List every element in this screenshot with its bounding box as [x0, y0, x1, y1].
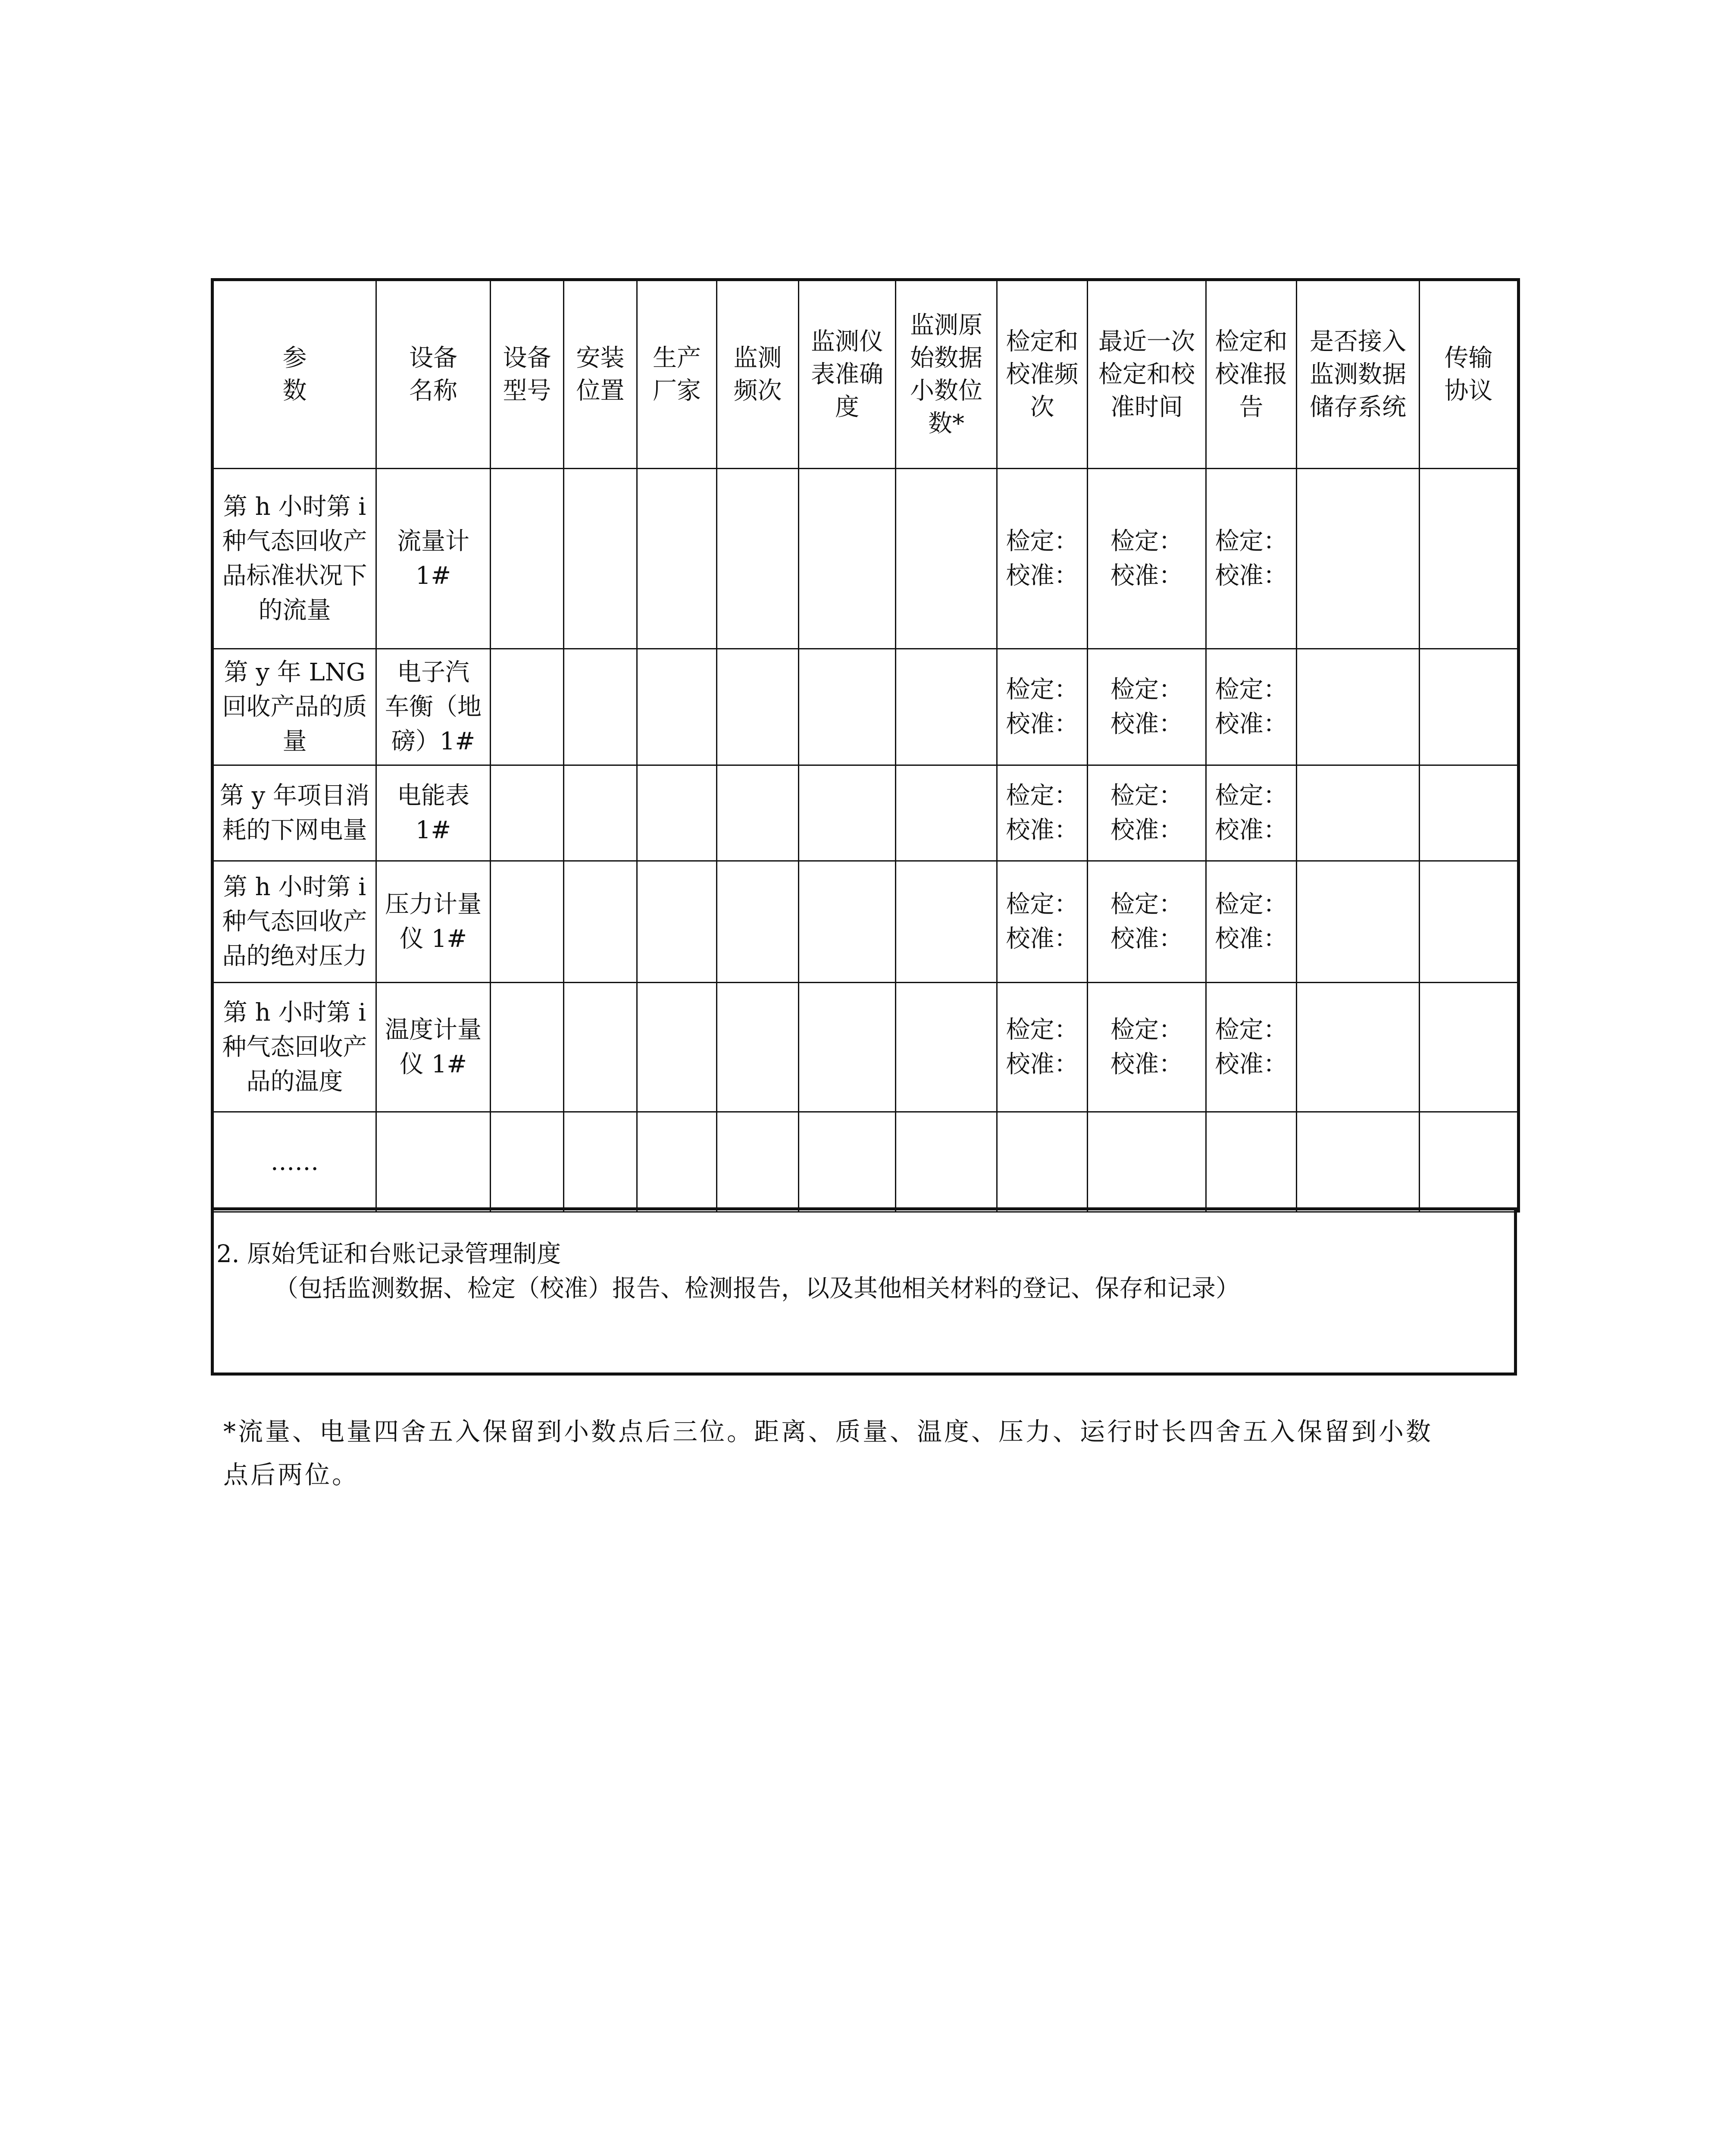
section-description: （包括监测数据、检定（校准）报告、检测报告，以及其他相关材料的登记、保存和记录） [274, 1275, 1240, 1303]
verification-label: 检定： [1006, 527, 1079, 555]
verification-label: 检定： [1006, 890, 1079, 918]
calibration-cell [1206, 861, 1297, 983]
calibration-cell [997, 469, 1088, 649]
empty-cell [896, 649, 997, 765]
empty-cell [799, 765, 896, 861]
empty-cell [717, 765, 799, 861]
empty-cell [896, 861, 997, 983]
header-row [213, 280, 1519, 469]
header-cell: 最近一次 检定和校 准时间 [1088, 280, 1206, 469]
parameter-cell: 第 h 小时第 i 种气态回收产 品的温度 [213, 983, 376, 1112]
empty-cell [491, 983, 564, 1112]
verification-label: 检定： [1006, 675, 1079, 704]
header-cell: 监测仪 表准确 度 [799, 280, 896, 469]
calibration-cell [1088, 765, 1206, 861]
verification-label: 检定： [1110, 1015, 1183, 1044]
header-cell: 参 数 [213, 280, 376, 469]
calibration-label: 校准： [1006, 924, 1079, 953]
empty-cell [564, 765, 637, 861]
calibration-label: 校准： [1006, 816, 1079, 844]
header-cell: 检定和 校准频 次 [997, 280, 1088, 469]
calibration-cell [1088, 649, 1206, 765]
ellipsis-cell: …… [213, 1112, 376, 1212]
device-name-cell: 温度计量 仪 1# [376, 983, 491, 1112]
verification-label: 检定： [1110, 675, 1183, 704]
empty-cell [717, 1112, 799, 1212]
empty-cell [1297, 983, 1420, 1112]
header-cell: 生产 厂家 [637, 280, 717, 469]
verification-label: 检定： [1110, 527, 1183, 555]
empty-cell [717, 649, 799, 765]
calibration-label: 校准： [1006, 1050, 1079, 1078]
verification-label: 检定： [1110, 890, 1183, 918]
empty-cell [564, 649, 637, 765]
calibration-cell [1206, 469, 1297, 649]
empty-cell [1297, 765, 1420, 861]
empty-cell [896, 469, 997, 649]
calibration-label: 校准： [1110, 924, 1183, 953]
calibration-label: 校准： [1215, 816, 1288, 844]
header-cell: 监测原 始数据 小数位 数* [896, 280, 997, 469]
verification-label: 检定： [1215, 890, 1288, 918]
empty-cell [799, 983, 896, 1112]
calibration-cell [997, 765, 1088, 861]
empty-cell [717, 861, 799, 983]
empty-cell [491, 1112, 564, 1212]
verification-label: 检定： [1215, 675, 1288, 704]
calibration-label: 校准： [1110, 816, 1183, 844]
calibration-cell [1206, 649, 1297, 765]
empty-cell [637, 1112, 717, 1212]
calibration-cell [1088, 469, 1206, 649]
table-row [213, 469, 1519, 649]
empty-cell [1206, 1112, 1297, 1212]
calibration-cell [997, 983, 1088, 1112]
header-cell: 设备 名称 [376, 280, 491, 469]
header-cell: 安装 位置 [564, 280, 637, 469]
empty-cell [1420, 861, 1519, 983]
table-row [213, 983, 1519, 1112]
calibration-label: 校准： [1215, 924, 1288, 953]
empty-cell [1297, 469, 1420, 649]
empty-cell [637, 469, 717, 649]
calibration-label: 校准： [1110, 561, 1183, 590]
empty-cell [1420, 765, 1519, 861]
verification-label: 检定： [1110, 781, 1183, 810]
empty-cell [799, 469, 896, 649]
header-cell: 传输 协议 [1420, 280, 1519, 469]
empty-cell [799, 861, 896, 983]
empty-cell [1088, 1112, 1206, 1212]
calibration-label: 校准： [1215, 561, 1288, 590]
empty-cell [564, 983, 637, 1112]
calibration-cell [1206, 765, 1297, 861]
empty-cell [1420, 1112, 1519, 1212]
footnote: *流量、电量四舍五入保留到小数点后三位。距离、质量、温度、压力、运行时长四舍五入保留到小数 点后两位。 [223, 1417, 1433, 1489]
empty-cell [896, 765, 997, 861]
device-name-cell: 流量计 1# [376, 469, 491, 649]
record-management-section [211, 1207, 1517, 1376]
verification-label: 检定： [1215, 1015, 1288, 1044]
table-row [213, 765, 1519, 861]
header-cell: 是否接入 监测数据 储存系统 [1297, 280, 1420, 469]
table-row [213, 861, 1519, 983]
empty-cell [1420, 649, 1519, 765]
calibration-cell [1206, 983, 1297, 1112]
empty-cell [637, 861, 717, 983]
section-title: 2. 原始凭证和台账记录管理制度 [216, 1240, 561, 1268]
empty-cell [637, 983, 717, 1112]
calibration-cell [1088, 861, 1206, 983]
calibration-label: 校准： [1110, 710, 1183, 738]
empty-cell [799, 1112, 896, 1212]
verification-label: 检定： [1006, 1015, 1079, 1044]
header-cell: 设备 型号 [491, 280, 564, 469]
calibration-label: 校准： [1006, 561, 1079, 590]
calibration-cell [997, 649, 1088, 765]
empty-cell [1297, 861, 1420, 983]
parameter-cell: 第 h 小时第 i 种气态回收产 品标准状况下 的流量 [213, 469, 376, 649]
device-name-cell: 电能表 1# [376, 765, 491, 861]
empty-cell [717, 469, 799, 649]
empty-cell [1420, 983, 1519, 1112]
device-name-cell: 电子汽 车衡（地 磅）1# [376, 649, 491, 765]
empty-cell [1420, 469, 1519, 649]
parameter-cell: 第 h 小时第 i 种气态回收产 品的绝对压力 [213, 861, 376, 983]
empty-cell [1297, 1112, 1420, 1212]
empty-cell [896, 983, 997, 1112]
empty-cell [376, 1112, 491, 1212]
calibration-label: 校准： [1006, 710, 1079, 738]
empty-cell [491, 649, 564, 765]
empty-cell [491, 861, 564, 983]
empty-cell [491, 765, 564, 861]
empty-cell [564, 469, 637, 649]
empty-cell [997, 1112, 1088, 1212]
verification-label: 检定： [1215, 527, 1288, 555]
calibration-cell [997, 861, 1088, 983]
calibration-label: 校准： [1215, 710, 1288, 738]
calibration-label: 校准： [1215, 1050, 1288, 1078]
header-cell: 监测 频次 [717, 280, 799, 469]
table-row [213, 649, 1519, 765]
verification-label: 检定： [1215, 781, 1288, 810]
empty-cell [799, 649, 896, 765]
empty-cell [564, 861, 637, 983]
monitoring-equipment-table [211, 278, 1520, 1213]
empty-cell [896, 1112, 997, 1212]
parameter-cell: 第 y 年 LNG 回收产品的质 量 [213, 649, 376, 765]
header-cell: 检定和 校准报 告 [1206, 280, 1297, 469]
empty-cell [564, 1112, 637, 1212]
empty-cell [637, 649, 717, 765]
empty-cell [1297, 649, 1420, 765]
calibration-label: 校准： [1110, 1050, 1183, 1078]
parameter-cell: 第 y 年项目消 耗的下网电量 [213, 765, 376, 861]
verification-label: 检定： [1006, 781, 1079, 810]
empty-cell [637, 765, 717, 861]
device-name-cell: 压力计量 仪 1# [376, 861, 491, 983]
empty-cell [491, 469, 564, 649]
calibration-cell [1088, 983, 1206, 1112]
empty-cell [717, 983, 799, 1112]
table-row-ellipsis [213, 1112, 1519, 1212]
